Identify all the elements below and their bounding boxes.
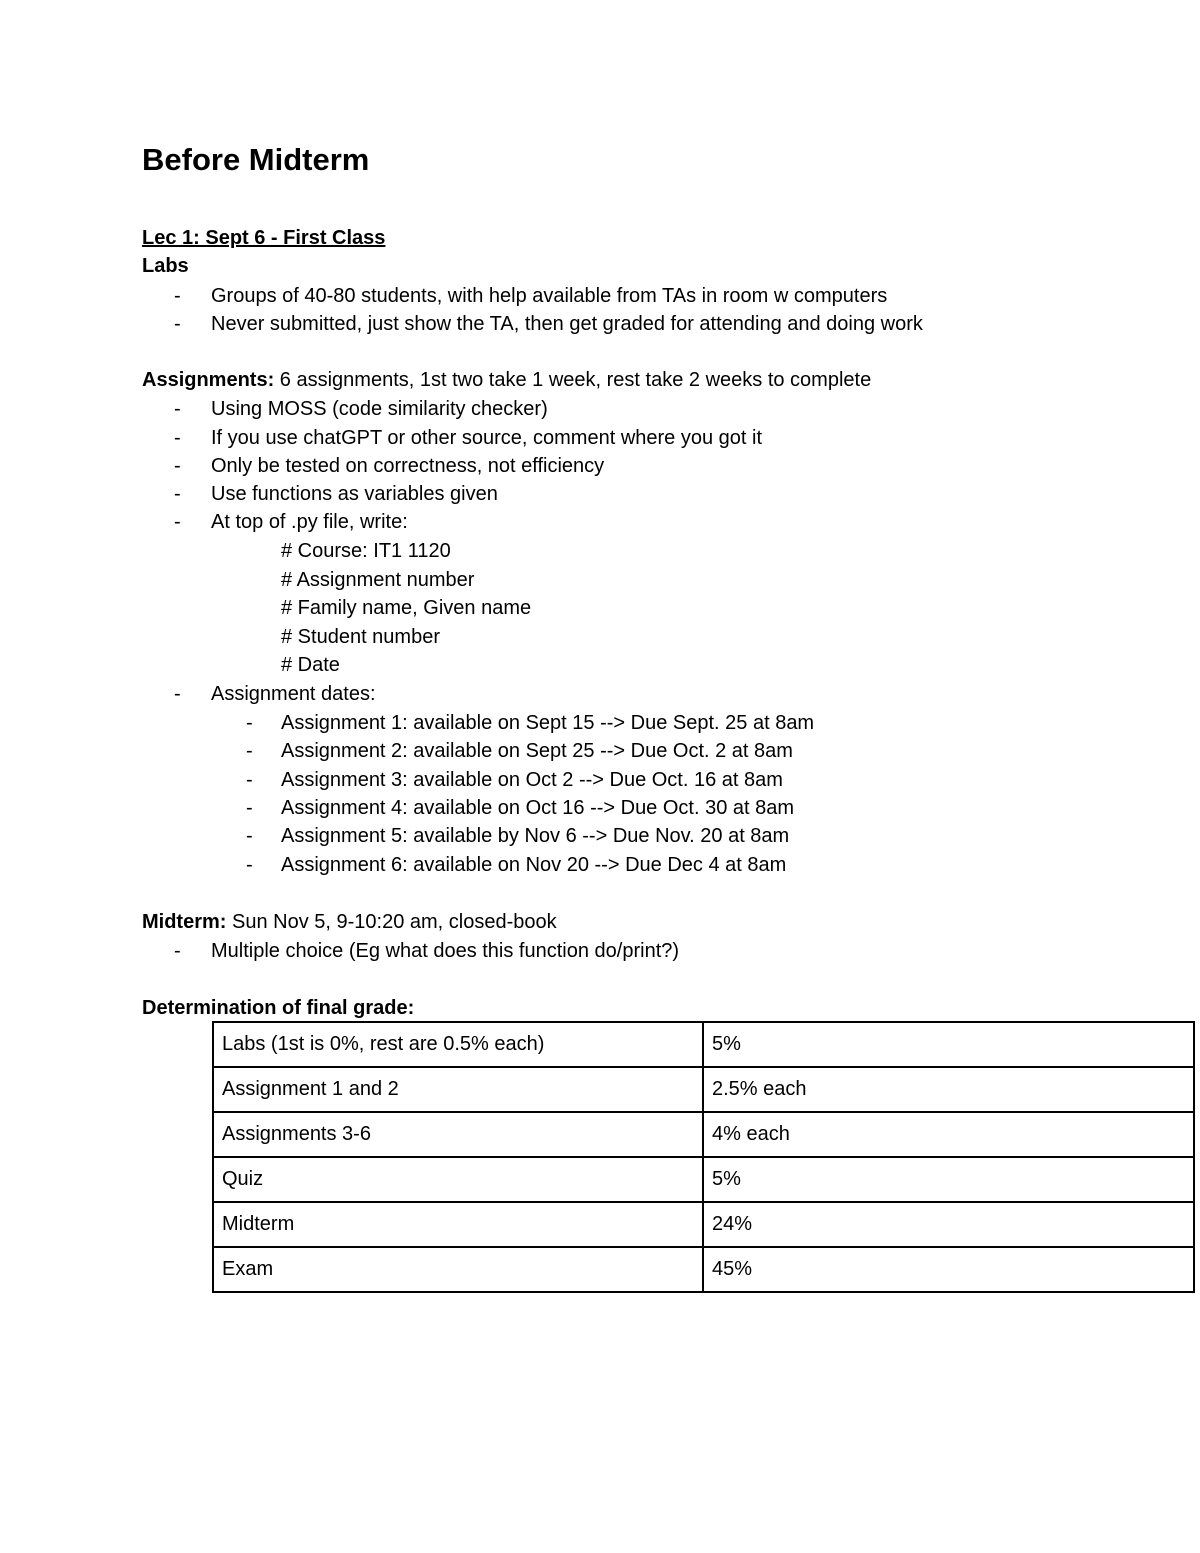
grade-heading: Determination of final grade: [142,997,415,1019]
bullet-dash: - [174,427,181,449]
assignments-bullet: Use functions as variables given [211,483,498,505]
grade-item-cell: Exam [213,1247,703,1292]
assignments-summary: 6 assignments, 1st two take 1 week, rest take 2 weeks to complete [274,369,872,391]
header-comment-line: # Family name, Given name [281,597,532,619]
bullet-dash: - [174,511,181,533]
midterm-summary: Sun Nov 5, 9-10:20 am, closed-book [226,911,557,933]
grade-weight-cell: 45% [703,1247,1194,1292]
bullet-dash: - [174,313,181,335]
table-row [213,1247,1194,1292]
assignment-date-item: Assignment 2: available on Sept 25 --> Due Oct. 2 at 8am [281,740,793,762]
table-row [213,1112,1194,1157]
lec1-heading: Lec 1: Sept 6 - First Class [142,227,386,249]
header-comment-line: # Assignment number [281,569,475,591]
page-title: Before Midterm [142,142,370,177]
table-row [213,1022,1194,1067]
header-comment-line: # Date [281,654,340,676]
table-row [213,1067,1194,1112]
bullet-dash: - [174,398,181,420]
assignment-date-item: Assignment 1: available on Sept 15 --> Due Sept. 25 at 8am [281,712,815,734]
bullet-dash: - [174,285,181,307]
table-row [213,1202,1194,1247]
midterm-bullet: Multiple choice (Eg what does this function do/print?) [211,940,680,962]
sub-bullet-dash: - [246,854,253,876]
sub-bullet-dash: - [246,797,253,819]
assignments-line [142,368,871,392]
header-comment-line: # Course: IT1 1120 [281,540,451,562]
bullet-dash: - [174,940,181,962]
assignment-date-item: Assignment 3: available on Oct 2 --> Due Oct. 16 at 8am [281,769,783,791]
bullet-dash: - [174,683,181,705]
grade-table [212,1021,1195,1293]
labs-label: Labs [142,255,189,277]
assignment-date-item: Assignment 4: available on Oct 16 --> Due Oct. 30 at 8am [281,797,795,819]
assignment-date-item: Assignment 5: available by Nov 6 --> Due Nov. 20 at 8am [281,825,790,847]
sub-bullet-dash: - [246,769,253,791]
labs-bullet: Groups of 40-80 students, with help available from TAs in room w computers [211,285,888,307]
assignments-bullet: Only be tested on correctness, not efficiency [211,455,605,477]
bullet-dash: - [174,455,181,477]
assignments-bullet: If you use chatGPT or other source, comment where you got it [211,427,763,449]
grade-weight-cell: 4% each [703,1112,1194,1157]
grade-weight-cell: 2.5% each [703,1067,1194,1112]
grade-weight-cell: 5% [703,1022,1194,1067]
grade-item-cell: Midterm [213,1202,703,1247]
assignments-label: Assignments: [142,369,275,391]
sub-bullet-dash: - [246,740,253,762]
labs-bullet: Never submitted, just show the TA, then get graded for attending and doing work [211,313,923,335]
assignments-bullet: Using MOSS (code similarity checker) [211,398,548,420]
midterm-label: Midterm: [142,911,227,933]
sub-bullet-dash: - [246,712,253,734]
assignment-date-item: Assignment 6: available on Nov 20 --> Due Dec 4 at 8am [281,854,787,876]
grade-item-cell: Labs (1st is 0%, rest are 0.5% each) [213,1022,703,1067]
grade-item-cell: Assignment 1 and 2 [213,1067,703,1112]
assignments-bullet: At top of .py file, write: [211,511,408,533]
bullet-dash: - [174,483,181,505]
grade-weight-cell: 24% [703,1202,1194,1247]
grade-weight-cell: 5% [703,1157,1194,1202]
table-row [213,1157,1194,1202]
midterm-line [142,910,557,934]
assignment-dates-label: Assignment dates: [211,683,376,705]
grade-item-cell: Quiz [213,1157,703,1202]
sub-bullet-dash: - [246,825,253,847]
header-comment-line: # Student number [281,626,440,648]
grade-item-cell: Assignments 3-6 [213,1112,703,1157]
